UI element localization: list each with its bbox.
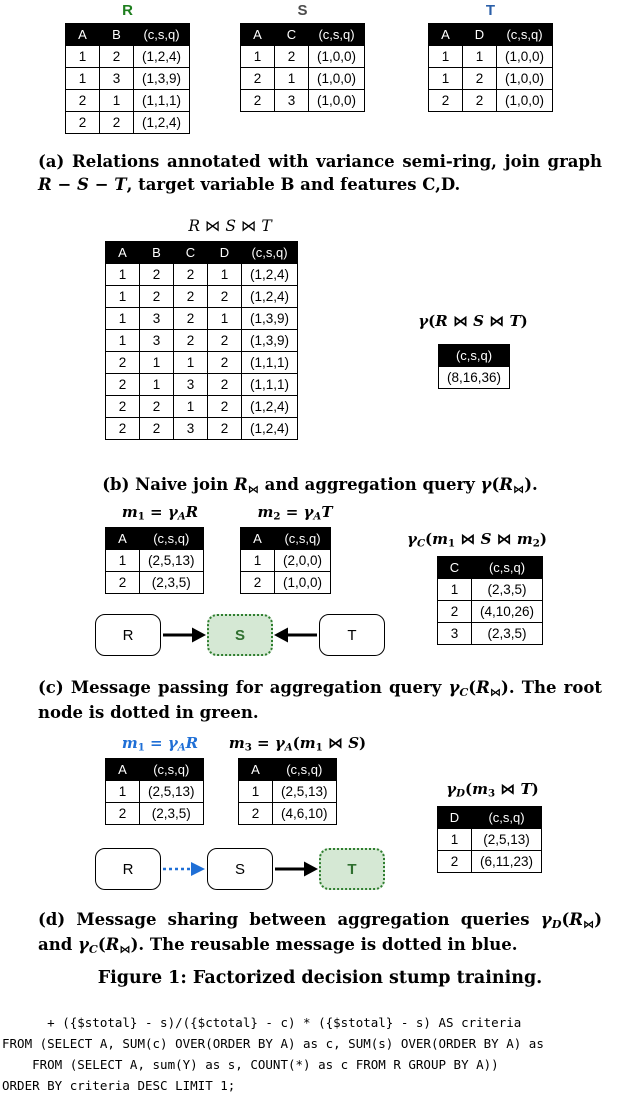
sql-code-line: FROM (SELECT A, sum(Y) as s, COUNT(*) as c FROM R GROUP BY A))	[2, 1057, 499, 1072]
table-cell: (2,5,13)	[472, 829, 542, 851]
table-cell: 1	[241, 550, 275, 572]
table-cell: 2	[208, 352, 242, 374]
column-header: D	[463, 24, 497, 46]
table-row	[106, 803, 204, 825]
table-cell: 2	[208, 330, 242, 352]
column-header: (c,s,q)	[472, 557, 543, 579]
table-cell: 1	[174, 396, 208, 418]
table-cell: 2	[66, 90, 100, 112]
column-header: A	[106, 242, 140, 264]
table-cell: 1	[239, 781, 273, 803]
table-row	[438, 601, 543, 623]
table-cell: 2	[239, 803, 273, 825]
table-cell: 2	[140, 396, 174, 418]
table-cell: 3	[174, 418, 208, 440]
graph-node-t-root: T	[319, 848, 385, 890]
table-cell: 1	[106, 264, 140, 286]
relation-table-r	[65, 23, 190, 134]
table-cell: 1	[140, 374, 174, 396]
table-cell: (2,5,13)	[273, 781, 337, 803]
table-cell: (1,2,4)	[134, 112, 190, 134]
column-header: D	[208, 242, 242, 264]
relation-s	[240, 2, 365, 112]
relation-table-t	[428, 23, 553, 112]
graph-node-t: T	[319, 614, 385, 656]
caption-c: (c) Message passing for aggregation query $\gamma_C(R_⋈)$. The root node is dotted in green.	[38, 678, 602, 722]
relation-r	[65, 2, 190, 134]
arrow-right-icon	[273, 848, 319, 890]
table-cell: 3	[174, 374, 208, 396]
caption-d: (d) Message sharing between aggregation queries $\gamma_D(R_⋈)$ and $\gamma_C(R_⋈)$. The reusable message is dotted in blue.	[38, 910, 602, 956]
table-cell: 2	[208, 286, 242, 308]
table-cell: (6,11,23)	[472, 851, 542, 873]
column-header: A	[241, 24, 275, 46]
table-row	[106, 286, 298, 308]
column-header: (c,s,q)	[472, 807, 542, 829]
table-row	[106, 330, 298, 352]
column-header: (c,s,q)	[309, 24, 365, 46]
table-cell: (1,0,0)	[275, 572, 331, 594]
table-cell: 1	[208, 264, 242, 286]
table-cell: 2	[140, 286, 174, 308]
table-cell: 2	[174, 286, 208, 308]
column-header: A	[429, 24, 463, 46]
table-cell: (2,5,13)	[140, 781, 204, 803]
table-cell: 3	[100, 68, 134, 90]
relation-table-s	[240, 23, 365, 112]
caption-a: (a) Relations annotated with variance semi-ring, join graph R − S − T, target variable B and features C,D.	[38, 152, 602, 195]
table-cell: 1	[106, 286, 140, 308]
table-cell: 2	[208, 374, 242, 396]
relation-label-s: S	[297, 2, 308, 19]
table-cell: (1,0,0)	[497, 68, 553, 90]
table-cell: 1	[174, 352, 208, 374]
table-cell: 2	[174, 264, 208, 286]
table-row	[106, 572, 204, 594]
graph-node-s: S	[207, 848, 273, 890]
table-cell: 2	[241, 572, 275, 594]
table-cell: (4,6,10)	[273, 803, 337, 825]
column-header: A	[106, 528, 140, 550]
table-cell: (1,3,9)	[134, 68, 190, 90]
table-cell: 2	[106, 572, 140, 594]
table-cell: 3	[140, 330, 174, 352]
table-cell: 2	[429, 90, 463, 112]
table-cell: 1	[208, 308, 242, 330]
column-header: A	[241, 528, 275, 550]
table-cell: 1	[275, 68, 309, 90]
table-cell: (2,3,5)	[472, 579, 543, 601]
table-cell: 1	[429, 46, 463, 68]
column-header: (c,s,q)	[497, 24, 553, 46]
table-row	[438, 623, 543, 645]
table-cell: 1	[106, 781, 140, 803]
table-row	[106, 781, 204, 803]
table-cell: (2,3,5)	[472, 623, 543, 645]
table-cell: (8,16,36)	[439, 367, 510, 389]
table-cell: 2	[241, 68, 275, 90]
column-header: (c,s,q)	[140, 759, 204, 781]
table-cell: (1,2,4)	[242, 418, 298, 440]
table-row	[241, 46, 365, 68]
table-cell: (2,3,5)	[140, 803, 204, 825]
message-m2-label-c: $m_2 = \gamma_AT$	[257, 503, 333, 523]
table-cell: 2	[140, 418, 174, 440]
table-cell: (1,0,0)	[309, 46, 365, 68]
table-cell: 2	[100, 46, 134, 68]
table-cell: 2	[106, 396, 140, 418]
graph-node-s-root: S	[207, 614, 273, 656]
table-row	[438, 851, 542, 873]
column-header: (c,s,q)	[273, 759, 337, 781]
table-cell: 2	[106, 374, 140, 396]
relation-label-r: R	[122, 2, 133, 19]
table-cell: 2	[241, 90, 275, 112]
sql-code-line: FROM (SELECT A, SUM(c) OVER(ORDER BY A) as c, SUM(s) OVER(ORDER BY A) as	[2, 1036, 544, 1051]
table-row	[106, 352, 298, 374]
aggregation-label-c: $\gamma_C(m_1$ ⋈ S ⋈ $m_2$)	[407, 530, 547, 550]
join-graph-d	[95, 848, 385, 890]
table-cell: 3	[140, 308, 174, 330]
table-cell: 2	[275, 46, 309, 68]
table-cell: 1	[106, 330, 140, 352]
table-row	[66, 90, 190, 112]
table-row	[429, 90, 553, 112]
sql-code-block	[2, 1012, 544, 1096]
table-cell: 1	[429, 68, 463, 90]
table-cell: (1,1,1)	[242, 374, 298, 396]
aggregation-result-table-b	[438, 344, 510, 389]
table-cell: 2	[66, 112, 100, 134]
column-header: (c,s,q)	[134, 24, 190, 46]
table-row	[66, 46, 190, 68]
column-header: B	[140, 242, 174, 264]
table-cell: (1,2,4)	[242, 286, 298, 308]
relation-t	[428, 2, 553, 112]
message-m2-table-c	[240, 527, 331, 594]
message-m3-label-d: $m_3 = \gamma_A(m_1$ ⋈ S)	[228, 734, 367, 754]
table-cell: 1	[463, 46, 497, 68]
message-m1-table-c	[105, 527, 204, 594]
table-cell: 2	[438, 851, 472, 873]
column-header: (c,s,q)	[275, 528, 331, 550]
table-row	[438, 829, 542, 851]
table-row	[241, 68, 365, 90]
table-cell: 1	[106, 308, 140, 330]
table-cell: (4,10,26)	[472, 601, 543, 623]
table-row	[239, 803, 337, 825]
table-cell: 2	[174, 308, 208, 330]
table-cell: (1,3,9)	[242, 308, 298, 330]
table-cell: (1,2,4)	[242, 396, 298, 418]
table-cell: (1,1,1)	[134, 90, 190, 112]
table-cell: 1	[140, 352, 174, 374]
table-cell: (1,2,4)	[134, 46, 190, 68]
table-cell: 2	[106, 352, 140, 374]
table-row	[239, 781, 337, 803]
message-m3-table-d	[238, 758, 337, 825]
table-row	[106, 264, 298, 286]
message-m1-label-c: $m_1 = \gamma_AR$	[121, 503, 199, 523]
figure-caption: Figure 1: Factorized decision stump training.	[97, 968, 543, 988]
column-header: C	[174, 242, 208, 264]
column-header: A	[239, 759, 273, 781]
column-header: B	[100, 24, 134, 46]
table-row	[438, 579, 543, 601]
table-cell: (1,0,0)	[309, 68, 365, 90]
caption-b: (b) Naive join $R_⋈$ and aggregation query $\gamma(R_⋈)$.	[102, 475, 538, 496]
table-cell: (1,2,4)	[242, 264, 298, 286]
table-cell: 1	[438, 579, 472, 601]
table-cell: 1	[438, 829, 472, 851]
sql-code-line: + ({$stotal} - s)/({$ctotal} - c) * ({$stotal} - s) AS criteria	[2, 1015, 522, 1030]
relation-label-t: T	[485, 2, 496, 19]
table-cell: (1,1,1)	[242, 352, 298, 374]
table-row	[66, 112, 190, 134]
table-cell: 2	[463, 90, 497, 112]
aggregation-result-table-d	[437, 806, 542, 873]
table-row	[106, 396, 298, 418]
sql-code-line: ORDER BY criteria DESC LIMIT 1;	[2, 1078, 236, 1093]
table-row	[106, 308, 298, 330]
table-cell: 2	[100, 112, 134, 134]
aggregation-label-b: γ(R ⋈ S ⋈ T)	[418, 312, 528, 330]
table-row	[66, 68, 190, 90]
table-cell: 2	[438, 601, 472, 623]
table-row	[241, 90, 365, 112]
table-cell: 2	[208, 418, 242, 440]
column-header: C	[275, 24, 309, 46]
table-cell: (2,0,0)	[275, 550, 331, 572]
table-row	[106, 550, 204, 572]
table-cell: 1	[100, 90, 134, 112]
column-header: (c,s,q)	[242, 242, 298, 264]
column-header: (c,s,q)	[439, 345, 510, 367]
table-row	[439, 367, 510, 389]
message-m1-table-d	[105, 758, 204, 825]
table-row	[429, 46, 553, 68]
column-header: A	[106, 759, 140, 781]
table-cell: 1	[241, 46, 275, 68]
aggregation-result-table-c	[437, 556, 543, 645]
table-cell: 2	[208, 396, 242, 418]
table-cell: 2	[106, 803, 140, 825]
column-header: (c,s,q)	[140, 528, 204, 550]
table-cell: 2	[463, 68, 497, 90]
column-header: C	[438, 557, 472, 579]
join-graph-c	[95, 614, 385, 656]
naive-join-table	[105, 241, 298, 440]
aggregation-label-d: $\gamma_D(m_3$ ⋈ T)	[446, 780, 539, 800]
table-cell: 2	[174, 330, 208, 352]
table-row	[241, 550, 331, 572]
arrow-left-icon	[273, 614, 319, 656]
table-cell: 2	[140, 264, 174, 286]
table-row	[241, 572, 331, 594]
table-cell: (1,0,0)	[497, 90, 553, 112]
table-cell: (1,0,0)	[497, 46, 553, 68]
table-cell: 3	[438, 623, 472, 645]
graph-node-r: R	[95, 848, 161, 890]
table-cell: (2,5,13)	[140, 550, 204, 572]
table-cell: 1	[106, 550, 140, 572]
graph-node-r: R	[95, 614, 161, 656]
table-cell: 2	[106, 418, 140, 440]
table-row	[106, 418, 298, 440]
column-header: D	[438, 807, 472, 829]
table-row	[429, 68, 553, 90]
column-header: A	[66, 24, 100, 46]
arrow-right-icon	[161, 614, 207, 656]
table-cell: (1,3,9)	[242, 330, 298, 352]
table-cell: (2,3,5)	[140, 572, 204, 594]
table-cell: (1,0,0)	[309, 90, 365, 112]
message-m1-label-d: $m_1 = \gamma_AR$	[121, 734, 199, 754]
table-cell: 1	[66, 68, 100, 90]
table-row	[106, 374, 298, 396]
join-expression-label: R ⋈ S ⋈ T	[188, 217, 272, 235]
arrow-right-dotted-blue-icon	[161, 848, 207, 890]
table-cell: 1	[66, 46, 100, 68]
table-cell: 3	[275, 90, 309, 112]
